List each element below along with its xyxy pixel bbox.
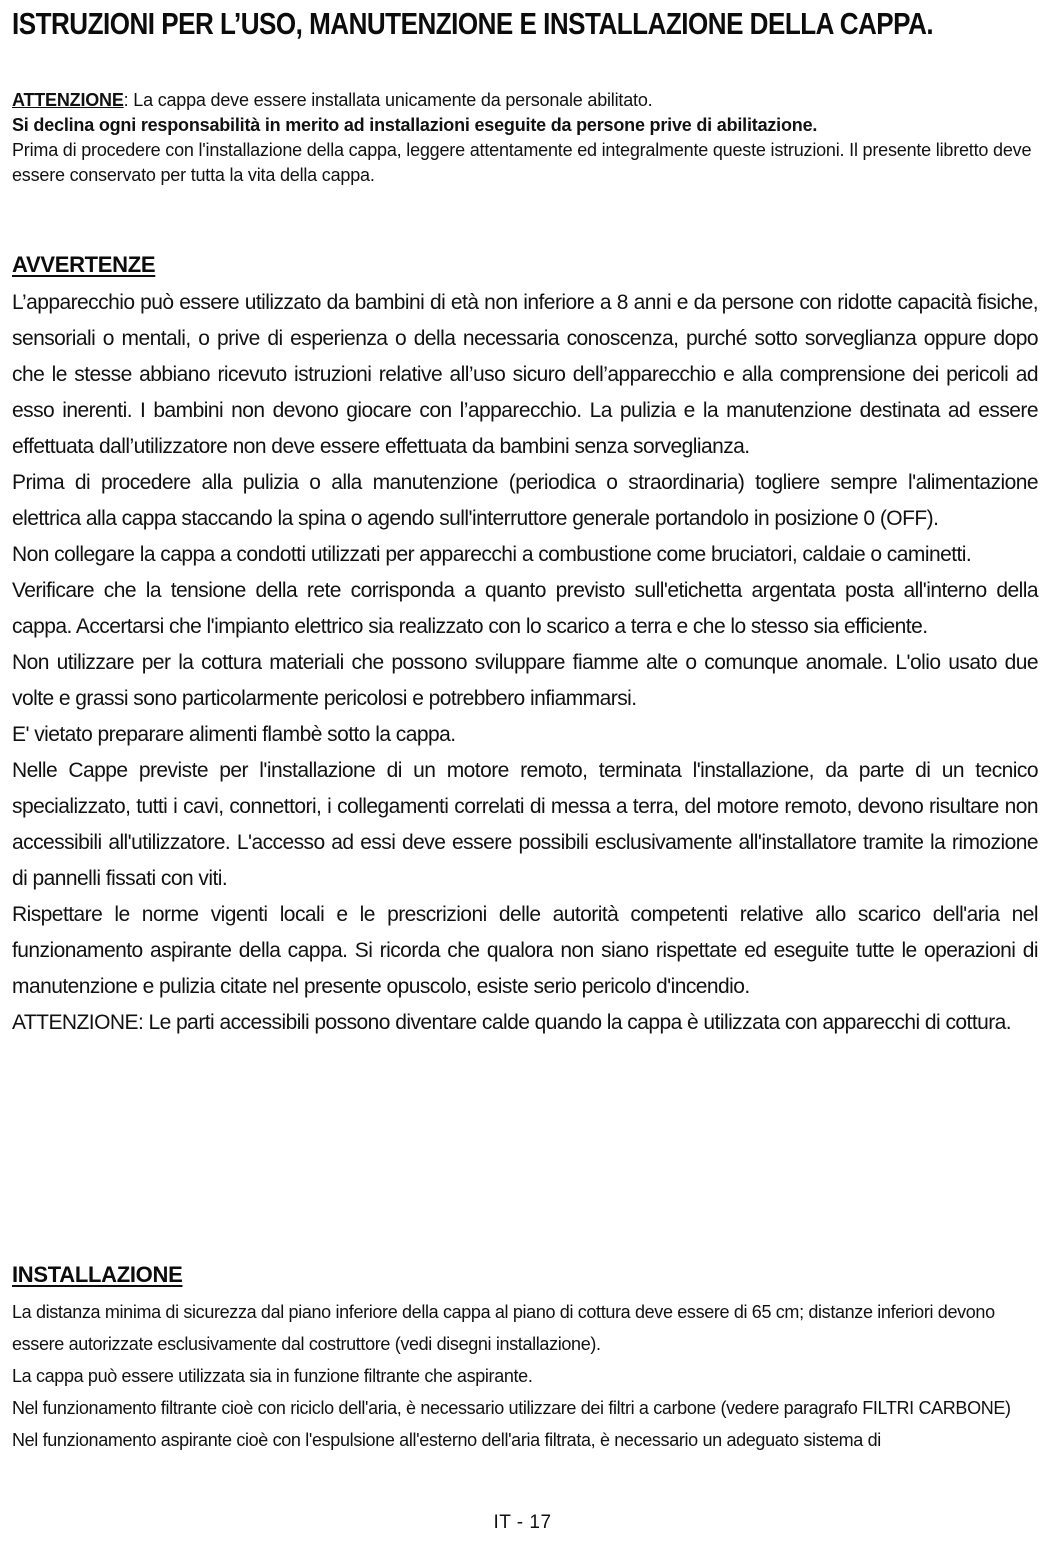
avvertenze-paragraph: ATTENZIONE: Le parti accessibili possono diventare calde quando la cappa è utilizzata con apparecchi di cottura.: [12, 1011, 1012, 1034]
disclaimer-text: Si declina ogni responsabilità in merito ad installazioni eseguite da persone prive di abilitazione.: [12, 115, 818, 135]
installazione-paragraph: Nel funzionamento aspirante cioè con l'espulsione all'esterno dell'aria filtrata, è necessario un adeguato sistema di: [12, 1430, 881, 1450]
avvertenze-paragraph: Rispettare le norme vigenti locali e le prescrizioni delle autorità competenti relative allo scarico dell'aria nel funzionamento aspirante della cappa. Si ricorda che qualora non siano rispettate ed eseguite tutte le operazioni di manutenzione e pulizia citate nel presente opuscolo, esiste serio pericolo d'incendio.: [12, 903, 1038, 998]
attention-line: [12, 88, 1032, 113]
installazione-heading: INSTALLAZIONE: [12, 1262, 183, 1287]
avvertenze-paragraph: Non utilizzare per la cottura materiali che possono sviluppare fiamme alte o comunque anomale. L'olio usato due volte e grassi sono particolarmente pericolosi e potrebbero infiammarsi.: [12, 651, 1038, 710]
avvertenze-paragraph: Verificare che la tensione della rete corrisponda a quanto previsto sull'etichetta argentata posta all'interno della cappa. Accertarsi che l'impianto elettrico sia realizzato con lo scarico a terra e che lo stesso sia efficiente.: [12, 579, 1038, 638]
avvertenze-heading: AVVERTENZE: [12, 252, 156, 277]
installazione-paragraph: La cappa può essere utilizzata sia in funzione filtrante che aspirante.: [12, 1366, 533, 1386]
installazione-paragraph: Nel funzionamento filtrante cioè con riciclo dell'aria, è necessario utilizzare dei filtri a carbone (vedere paragrafo FILTRI CARBONE): [12, 1398, 1011, 1418]
preface-text: Prima di procedere con l'installazione della cappa, leggere attentamente ed integralmente queste istruzioni. Il presente libretto deve essere conservato per tutta la vita della cappa.: [12, 140, 1032, 185]
page-number: IT - 17: [493, 1512, 552, 1533]
avvertenze-paragraph: Nelle Cappe previste per l'installazione di un motore remoto, terminata l'installazione, da parte di un tecnico specializzato, tutti i cavi, connettori, i collegamenti correlati di messa a terra, del motore remoto, devono risultare non accessibili all'utilizzatore. L'accesso ad essi deve essere possibili esclusivamente all'installatore tramite la rimozione di pannelli fissati con viti.: [12, 759, 1038, 890]
avvertenze-paragraph: Non collegare la cappa a condotti utilizzati per apparecchi a combustione come bruciatori, caldaie o caminetti.: [12, 543, 972, 566]
intro-section: [12, 88, 1032, 188]
installazione-section: [12, 1296, 1032, 1456]
page-title: ISTRUZIONI PER L’USO, MANUTENZIONE E INSTALLAZIONE DELLA CAPPA.: [12, 6, 934, 41]
attention-label: ATTENZIONE: [12, 90, 124, 110]
installazione-paragraph: La distanza minima di sicurezza dal piano inferiore della cappa al piano di cottura deve essere di 65 cm; distanze inferiori devono essere autorizzate esclusivamente dal costruttore (vedi disegni installazione).: [12, 1302, 995, 1354]
avvertenze-paragraph: E' vietato preparare alimenti flambè sotto la cappa.: [12, 723, 456, 746]
avvertenze-paragraph: L’apparecchio può essere utilizzato da bambini di età non inferiore a 8 anni e da persone con ridotte capacità fisiche, sensoriali o mentali, o prive di esperienza o della necessaria conoscenza, purché sotto sorveglianza oppure dopo che le stesse abbiano ricevuto istruzioni relative all’uso sicuro dell’apparecchio e alla comprensione dei pericoli ad esso inerenti. I bambini non devono giocare con l’apparecchio. La pulizia e la manutenzione destinata ad essere effettuata dall’utilizzatore non deve essere effettuata da bambini senza sorveglianza.: [12, 291, 1038, 458]
attention-text: : La cappa deve essere installata unicamente da personale abilitato.: [123, 90, 653, 110]
avvertenze-paragraph: Prima di procedere alla pulizia o alla manutenzione (periodica o straordinaria) togliere sempre l'alimentazione elettrica alla cappa staccando la spina o agendo sull'interruttore generale portandolo in posizione 0 (OFF).: [12, 471, 1038, 530]
avvertenze-section: [12, 285, 1038, 1041]
